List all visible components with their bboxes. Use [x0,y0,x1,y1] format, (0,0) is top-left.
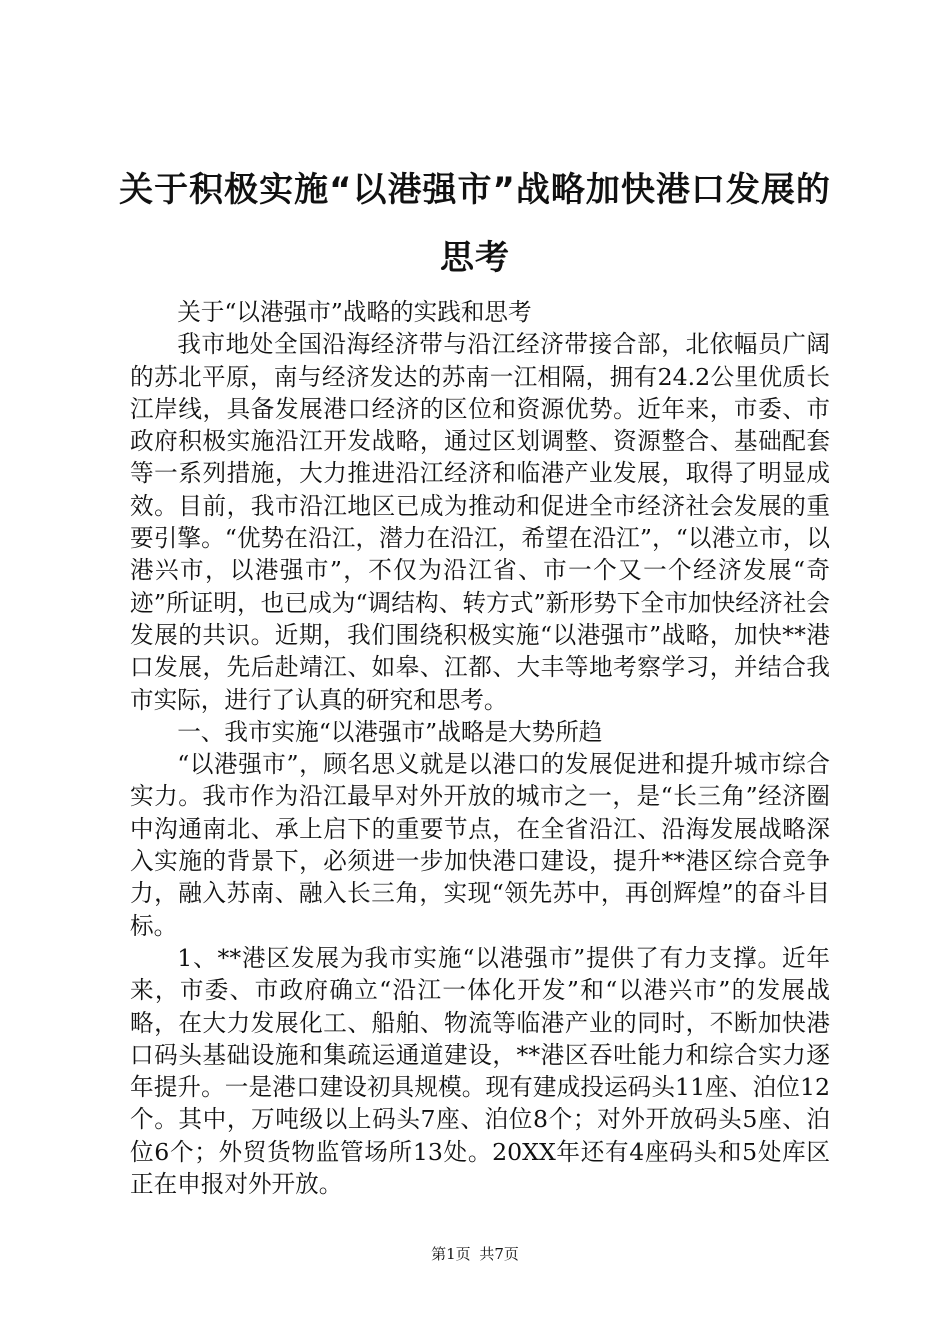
body-paragraph: 1、**港区发展为我市实施“以港强市”提供了有力支撑。近年来，市委、市政府确立“沿江一体化开发”和“以港兴市”的发展战略，在大力发展化工、船舶、物流等临港产业的同时，不断加快港口码头基础设施和集疏运通道建设，**港区吞吐能力和综合实力逐年提升。一是港口建设初具规模。现有建成投运码头11座、泊位12个。其中，万吨级以上码头7座、泊位8个；对外开放码头5座、泊位6个；外贸货物监管场所13处。20XX年还有4座码头和5处库区正在申报对外开放。 [130,943,830,1199]
body-paragraph: “以港强市”，顾名思义就是以港口的发展促进和提升城市综合实力。我市作为沿江最早对外开放的城市之一，是“长三角”经济圈中沟通南北、承上启下的重要节点，在全省沿江、沿海发展战略深入实施的背景下，必须进一步加快港口建设，提升**港区综合竞争力，融入苏南、融入长三角，实现“领先苏中，再创辉煌”的奋斗目标。 [130,750,830,940]
page-total: 共7页 [479,1245,519,1263]
document-body [130,296,830,1200]
page-footer [0,1244,950,1264]
document-title: 关于积极实施“以港强市”战略加快港口发展的思考 [119,170,831,278]
section-heading: 一、我市实施“以港强市”战略是大势所趋 [177,717,603,746]
page-number: 第1页 [431,1245,471,1263]
section-subtitle: 关于“以港强市”战略的实践和思考 [177,298,532,326]
body-paragraph: 我市地处全国沿海经济带与沿江经济带接合部，北依幅员广阔的苏北平原，南与经济发达的苏南一江相隔，拥有24.2公里优质长江岸线，具备发展港口经济的区位和资源优势。近年来，市委、市政府积极实施沿江开发战略，通过区划调整、资源整合、基础配套等一系列措施，大力推进沿江经济和临港产业发展，取得了明显成效。目前，我市沿江地区已成为推动和促进全市经济社会发展的重要引擎。“优势在沿江，潜力在沿江，希望在沿江”，“以港立市，以港兴市，以港强市”，不仅为沿江省、市一个又一个经济发展“奇迹”所证明，也已成为“调结构、转方式”新形势下全市加快经济社会发展的共识。近期，我们围绕积极实施“以港强市”战略，加快**港口发展，先后赴靖江、如皋、江都、大丰等地考察学习，并结合我市实际，进行了认真的研究和思考。 [130,330,830,714]
